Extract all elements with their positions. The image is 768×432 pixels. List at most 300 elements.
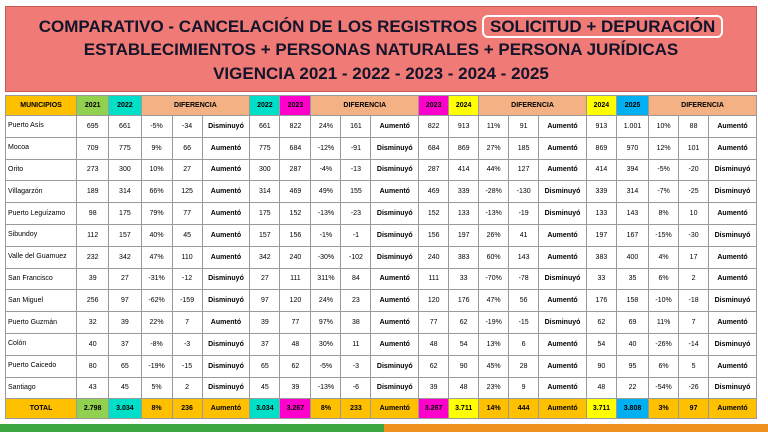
table-row [6, 333, 757, 355]
status-cell: Disminuyó [709, 290, 757, 312]
value-cell: -15% [649, 224, 679, 246]
value-cell: 400 [616, 246, 648, 268]
column-header: 2023 [419, 96, 449, 116]
value-cell: 41 [509, 224, 539, 246]
value-cell: 90 [449, 355, 479, 377]
value-cell: 30% [311, 333, 341, 355]
status-cell: Disminuyó [202, 116, 250, 138]
total-cell: 233 [341, 399, 371, 419]
status-cell: Aumentó [539, 377, 587, 399]
value-cell: 469 [280, 181, 311, 203]
value-cell: 45 [250, 377, 280, 399]
column-header: 2023 [280, 96, 311, 116]
table-body [6, 96, 757, 419]
title-line-3: VIGENCIA 2021 - 2022 - 2023 - 2024 - 2025 [213, 64, 549, 83]
value-cell: -26% [649, 333, 679, 355]
value-cell: 342 [109, 246, 141, 268]
municipality-cell: Orito [6, 159, 77, 181]
status-cell: Aumentó [371, 116, 419, 138]
status-cell: Disminuyó [202, 355, 250, 377]
value-cell: 33 [449, 268, 479, 290]
value-cell: 23 [341, 290, 371, 312]
table-row [6, 116, 757, 138]
value-cell: 383 [449, 246, 479, 268]
municipality-cell: Puerto Guzmán [6, 312, 77, 334]
value-cell: 185 [509, 137, 539, 159]
value-cell: 48 [419, 333, 449, 355]
value-cell: 256 [77, 290, 109, 312]
value-cell: 65 [109, 355, 141, 377]
value-cell: 60% [479, 246, 509, 268]
value-cell: 9% [141, 137, 172, 159]
column-header: DIFERENCIA [479, 96, 587, 116]
value-cell: 300 [250, 159, 280, 181]
value-cell: 43 [77, 377, 109, 399]
value-cell: -70% [479, 268, 509, 290]
footer-bar-green [0, 424, 384, 432]
value-cell: 48 [449, 377, 479, 399]
status-cell: Aumentó [539, 355, 587, 377]
value-cell: -28% [479, 181, 509, 203]
value-cell: 684 [280, 137, 311, 159]
value-cell: 17 [679, 246, 709, 268]
value-cell: 10 [679, 203, 709, 225]
value-cell: 26% [479, 224, 509, 246]
status-cell: Aumentó [709, 137, 757, 159]
value-cell: 133 [586, 203, 616, 225]
total-cell: 2.798 [77, 399, 109, 419]
value-cell: 143 [509, 246, 539, 268]
value-cell: 48 [586, 377, 616, 399]
status-cell: Aumentó [709, 246, 757, 268]
column-header: 2025 [616, 96, 648, 116]
total-cell: Aumentó [539, 399, 587, 419]
municipality-cell: Sibundoy [6, 224, 77, 246]
column-header: DIFERENCIA [311, 96, 419, 116]
value-cell: 38 [341, 312, 371, 334]
total-cell: 97 [679, 399, 709, 419]
value-cell: -159 [172, 290, 202, 312]
value-cell: 240 [419, 246, 449, 268]
value-cell: 66% [141, 181, 172, 203]
status-cell: Aumentó [539, 137, 587, 159]
value-cell: -34 [172, 116, 202, 138]
status-cell: Aumentó [709, 268, 757, 290]
value-cell: 11 [341, 333, 371, 355]
value-cell: 4% [649, 246, 679, 268]
value-cell: -1% [311, 224, 341, 246]
column-header: 2022 [109, 96, 141, 116]
value-cell: -12 [172, 268, 202, 290]
value-cell: -26 [679, 377, 709, 399]
value-cell: 775 [250, 137, 280, 159]
value-cell: 342 [250, 246, 280, 268]
value-cell: -13% [311, 377, 341, 399]
value-cell: 32 [77, 312, 109, 334]
value-cell: 80 [77, 355, 109, 377]
value-cell: 339 [586, 181, 616, 203]
value-cell: 7 [679, 312, 709, 334]
value-cell: 24% [311, 116, 341, 138]
total-cell: Aumentó [202, 399, 250, 419]
table-row [6, 268, 757, 290]
value-cell: 5% [141, 377, 172, 399]
value-cell: 175 [250, 203, 280, 225]
status-cell: Disminuyó [709, 377, 757, 399]
total-cell: 3.808 [616, 399, 648, 419]
table-row [6, 181, 757, 203]
status-cell: Disminuyó [539, 203, 587, 225]
title-highlight: SOLICITUD + DEPURACIÓN [482, 15, 723, 38]
total-cell: 3.267 [419, 399, 449, 419]
value-cell: 27% [479, 137, 509, 159]
value-cell: 11% [649, 312, 679, 334]
value-cell: 22 [616, 377, 648, 399]
value-cell: 45% [479, 355, 509, 377]
value-cell: 40 [616, 333, 648, 355]
value-cell: 189 [77, 181, 109, 203]
status-cell: Aumentó [539, 290, 587, 312]
value-cell: 62 [419, 355, 449, 377]
table-row [6, 312, 757, 334]
status-cell: Disminuyó [202, 377, 250, 399]
value-cell: -25 [679, 181, 709, 203]
status-cell: Disminuyó [202, 268, 250, 290]
status-cell: Aumentó [539, 116, 587, 138]
value-cell: 27 [109, 268, 141, 290]
value-cell: 684 [419, 137, 449, 159]
municipality-cell: Puerto Asís [6, 116, 77, 138]
value-cell: 62 [449, 312, 479, 334]
value-cell: 84 [341, 268, 371, 290]
value-cell: 383 [586, 246, 616, 268]
comparison-table [5, 95, 757, 419]
municipality-cell: Santiago [6, 377, 77, 399]
value-cell: 913 [449, 116, 479, 138]
total-cell: 444 [509, 399, 539, 419]
value-cell: 69 [616, 312, 648, 334]
value-cell: 775 [109, 137, 141, 159]
value-cell: -102 [341, 246, 371, 268]
value-cell: 155 [341, 181, 371, 203]
value-cell: -23 [341, 203, 371, 225]
value-cell: 339 [449, 181, 479, 203]
status-cell: Aumentó [371, 181, 419, 203]
value-cell: -30% [311, 246, 341, 268]
status-cell: Disminuyó [371, 137, 419, 159]
value-cell: 414 [586, 159, 616, 181]
value-cell: 97 [109, 290, 141, 312]
municipality-cell: Valle del Guamuez [6, 246, 77, 268]
value-cell: -31% [141, 268, 172, 290]
value-cell: 39 [109, 312, 141, 334]
value-cell: 158 [616, 290, 648, 312]
value-cell: -62% [141, 290, 172, 312]
value-cell: 822 [419, 116, 449, 138]
total-cell: Aumentó [371, 399, 419, 419]
value-cell: 13% [479, 333, 509, 355]
value-cell: 11% [479, 116, 509, 138]
column-header: DIFERENCIA [141, 96, 250, 116]
status-cell: Disminuyó [709, 224, 757, 246]
value-cell: 112 [77, 224, 109, 246]
status-cell: Aumentó [202, 203, 250, 225]
value-cell: 77 [280, 312, 311, 334]
municipality-cell: Colón [6, 333, 77, 355]
value-cell: 23% [479, 377, 509, 399]
value-cell: 10% [649, 116, 679, 138]
value-cell: 6% [649, 268, 679, 290]
value-cell: 709 [77, 137, 109, 159]
status-cell: Aumentó [202, 224, 250, 246]
value-cell: 311% [311, 268, 341, 290]
total-row [6, 399, 757, 419]
value-cell: -5% [141, 116, 172, 138]
value-cell: -18 [679, 290, 709, 312]
value-cell: -6 [341, 377, 371, 399]
status-cell: Aumentó [202, 159, 250, 181]
value-cell: 143 [616, 203, 648, 225]
value-cell: 152 [280, 203, 311, 225]
status-cell: Disminuyó [539, 268, 587, 290]
status-cell: Aumentó [371, 268, 419, 290]
value-cell: 314 [616, 181, 648, 203]
status-cell: Aumentó [539, 224, 587, 246]
value-cell: 101 [679, 137, 709, 159]
value-cell: 913 [586, 116, 616, 138]
value-cell: 167 [616, 224, 648, 246]
value-cell: -5% [649, 159, 679, 181]
value-cell: 88 [679, 116, 709, 138]
status-cell: Aumentó [709, 312, 757, 334]
value-cell: 197 [449, 224, 479, 246]
total-cell: 236 [172, 399, 202, 419]
column-header: 2021 [77, 96, 109, 116]
table-row [6, 290, 757, 312]
value-cell: 469 [419, 181, 449, 203]
table-row [6, 203, 757, 225]
value-cell: -1 [341, 224, 371, 246]
value-cell: 120 [280, 290, 311, 312]
value-cell: 6 [509, 333, 539, 355]
status-cell: Aumentó [202, 137, 250, 159]
value-cell: 62 [586, 312, 616, 334]
value-cell: -19% [141, 355, 172, 377]
value-cell: 22% [141, 312, 172, 334]
value-cell: 1.001 [616, 116, 648, 138]
value-cell: 62 [280, 355, 311, 377]
municipality-cell: Puerto Leguízamo [6, 203, 77, 225]
status-cell: Disminuyó [371, 203, 419, 225]
title-main: COMPARATIVO - CANCELACIÓN DE LOS REGISTROS [38, 17, 478, 36]
total-cell: 8% [141, 399, 172, 419]
value-cell: 39 [280, 377, 311, 399]
value-cell: 2 [172, 377, 202, 399]
total-cell: 8% [311, 399, 341, 419]
value-cell: 127 [509, 159, 539, 181]
status-cell: Aumentó [709, 203, 757, 225]
value-cell: 37 [109, 333, 141, 355]
value-cell: 661 [250, 116, 280, 138]
value-cell: 161 [341, 116, 371, 138]
table-row [6, 137, 757, 159]
value-cell: 314 [109, 181, 141, 203]
title-line-2: ESTABLECIMIENTOS + PERSONAS NATURALES + PERSONA JURÍDICAS [83, 40, 679, 59]
status-cell: Disminuyó [371, 159, 419, 181]
total-cell: Aumentó [709, 399, 757, 419]
value-cell: -91 [341, 137, 371, 159]
column-header: 2024 [449, 96, 479, 116]
value-cell: 197 [586, 224, 616, 246]
value-cell: -4% [311, 159, 341, 181]
value-cell: 39 [419, 377, 449, 399]
value-cell: 56 [509, 290, 539, 312]
status-cell: Aumentó [202, 181, 250, 203]
status-cell: Aumentó [371, 312, 419, 334]
status-cell: Aumentó [709, 355, 757, 377]
status-cell: Disminuyó [371, 355, 419, 377]
value-cell: 157 [109, 224, 141, 246]
status-cell: Aumentó [202, 246, 250, 268]
total-cell: 3.711 [586, 399, 616, 419]
column-header: 2022 [250, 96, 280, 116]
value-cell: -15 [509, 312, 539, 334]
value-cell: 77 [172, 203, 202, 225]
value-cell: -5% [311, 355, 341, 377]
value-cell: 40% [141, 224, 172, 246]
value-cell: 133 [449, 203, 479, 225]
value-cell: 7 [172, 312, 202, 334]
value-cell: 120 [419, 290, 449, 312]
value-cell: 157 [250, 224, 280, 246]
footer-bar-orange [384, 424, 768, 432]
value-cell: 98 [77, 203, 109, 225]
value-cell: -30 [679, 224, 709, 246]
value-cell: 95 [616, 355, 648, 377]
title-line-1 [6, 17, 756, 37]
status-cell: Disminuyó [371, 377, 419, 399]
value-cell: -20 [679, 159, 709, 181]
value-cell: -7% [649, 181, 679, 203]
total-cell: 3.267 [280, 399, 311, 419]
title-banner [5, 6, 757, 92]
status-cell: Aumentó [539, 246, 587, 268]
value-cell: -15 [172, 355, 202, 377]
value-cell: 39 [77, 268, 109, 290]
value-cell: 394 [616, 159, 648, 181]
status-cell: Disminuyó [202, 333, 250, 355]
value-cell: 35 [616, 268, 648, 290]
value-cell: 97 [250, 290, 280, 312]
total-cell: 14% [479, 399, 509, 419]
value-cell: 156 [280, 224, 311, 246]
value-cell: 9 [509, 377, 539, 399]
column-header: MUNICIPIOS [6, 96, 77, 116]
value-cell: 39 [250, 312, 280, 334]
value-cell: 287 [419, 159, 449, 181]
municipality-cell: Villagarzón [6, 181, 77, 203]
value-cell: 232 [77, 246, 109, 268]
value-cell: 240 [280, 246, 311, 268]
value-cell: 54 [449, 333, 479, 355]
total-cell: 3.034 [109, 399, 141, 419]
total-cell: 3% [649, 399, 679, 419]
value-cell: 65 [250, 355, 280, 377]
value-cell: 6% [649, 355, 679, 377]
value-cell: -130 [509, 181, 539, 203]
value-cell: 47% [141, 246, 172, 268]
value-cell: 33 [586, 268, 616, 290]
status-cell: Aumentó [709, 116, 757, 138]
value-cell: -54% [649, 377, 679, 399]
value-cell: 175 [109, 203, 141, 225]
status-cell: Disminuyó [539, 312, 587, 334]
value-cell: 970 [616, 137, 648, 159]
value-cell: 45 [172, 224, 202, 246]
value-cell: -19 [509, 203, 539, 225]
value-cell: 27 [250, 268, 280, 290]
value-cell: 110 [172, 246, 202, 268]
column-header: 2024 [586, 96, 616, 116]
value-cell: 152 [419, 203, 449, 225]
municipality-cell: Puerto Caicedo [6, 355, 77, 377]
value-cell: 12% [649, 137, 679, 159]
total-cell: 3.711 [449, 399, 479, 419]
value-cell: 5 [679, 355, 709, 377]
value-cell: 176 [449, 290, 479, 312]
status-cell: Aumentó [539, 159, 587, 181]
value-cell: 176 [586, 290, 616, 312]
status-cell: Disminuyó [709, 333, 757, 355]
value-cell: -8% [141, 333, 172, 355]
table-row [6, 377, 757, 399]
value-cell: 24% [311, 290, 341, 312]
total-label: TOTAL [6, 399, 77, 419]
value-cell: 661 [109, 116, 141, 138]
value-cell: 45 [109, 377, 141, 399]
value-cell: 49% [311, 181, 341, 203]
value-cell: 273 [77, 159, 109, 181]
value-cell: -14 [679, 333, 709, 355]
value-cell: 47% [479, 290, 509, 312]
municipality-cell: Mocoa [6, 137, 77, 159]
status-cell: Aumentó [371, 333, 419, 355]
value-cell: 77 [419, 312, 449, 334]
value-cell: 414 [449, 159, 479, 181]
table-row [6, 355, 757, 377]
status-cell: Disminuyó [709, 181, 757, 203]
value-cell: 2 [679, 268, 709, 290]
value-cell: 97% [311, 312, 341, 334]
value-cell: 300 [109, 159, 141, 181]
column-header: DIFERENCIA [649, 96, 757, 116]
table-row [6, 224, 757, 246]
value-cell: 822 [280, 116, 311, 138]
status-cell: Disminuyó [202, 290, 250, 312]
status-cell: Aumentó [202, 312, 250, 334]
value-cell: 48 [280, 333, 311, 355]
value-cell: -13 [341, 159, 371, 181]
value-cell: 37 [250, 333, 280, 355]
value-cell: 28 [509, 355, 539, 377]
value-cell: 79% [141, 203, 172, 225]
municipality-cell: San Miguel [6, 290, 77, 312]
value-cell: 111 [280, 268, 311, 290]
value-cell: 10% [141, 159, 172, 181]
value-cell: 8% [649, 203, 679, 225]
value-cell: -10% [649, 290, 679, 312]
value-cell: 40 [77, 333, 109, 355]
